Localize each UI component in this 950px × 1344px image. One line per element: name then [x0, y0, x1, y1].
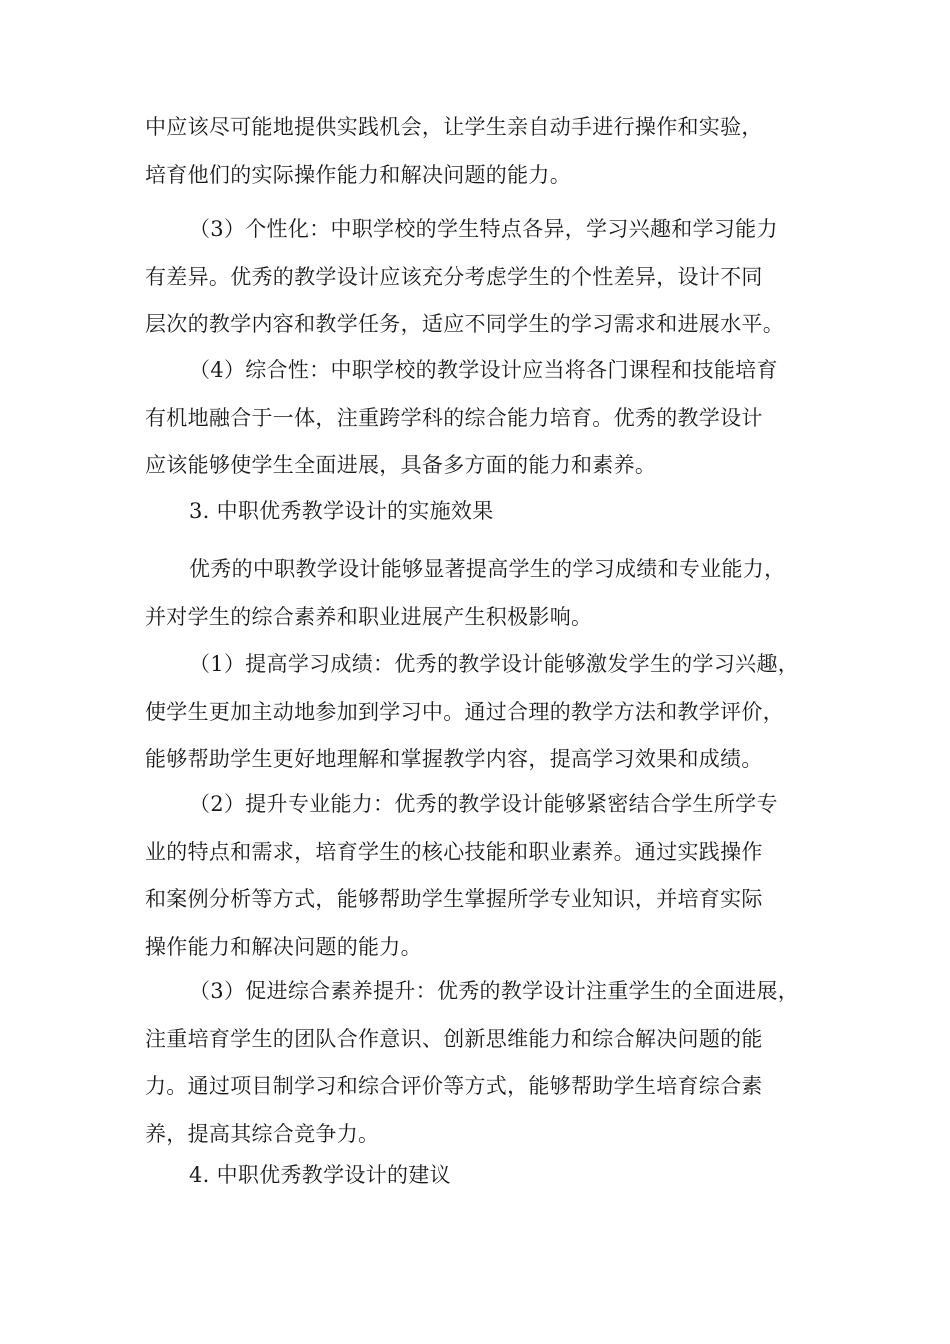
paragraph-professional-ability [145, 781, 805, 971]
text-line: 优秀的中职教学设计能够显著提高学生的学习成绩和专业能力， [189, 557, 786, 581]
text-line: 有差异。优秀的教学设计应该充分考虑学生的个性差异，设计不同 [145, 264, 763, 289]
text-line: 培育他们的实际操作能力和解决问题的能力。 [145, 162, 571, 187]
heading-text: 3. 中职优秀教学设计的实施效果 [189, 499, 494, 523]
text-line: （4）综合性：中职学校的教学设计应当将各门课程和技能培育 [189, 358, 778, 382]
paragraph-practice-continuation [145, 104, 805, 199]
paragraph-personalization [145, 206, 805, 349]
text-line: 力。通过项目制学习和综合评价等方式，能够帮助学生培育综合素 [145, 1074, 763, 1098]
text-line: 操作能力和解决问题的能力。 [145, 934, 422, 959]
text-line: （1）提高学习成绩：优秀的教学设计能够激发学生的学习兴趣， [189, 652, 800, 676]
text-line: 能够帮助学生更好地理解和掌握教学内容，提高学习效果和成绩。 [145, 747, 763, 771]
paragraph-comprehensiveness [145, 347, 805, 490]
text-line: 养，提高其综合竞争力。 [145, 1121, 380, 1146]
text-line: 有机地融合于一体，注重跨学科的综合能力培育。优秀的教学设计 [145, 405, 763, 430]
text-line: 中应该尽可能地提供实践机会，让学生亲自动手进行操作和实验， [145, 115, 763, 139]
text-line: 应该能够使学生全面进展，具备多方面的能力和素养。 [145, 453, 657, 477]
section-heading-3 [145, 488, 805, 536]
text-line: 并对学生的综合素养和职业进展产生积极影响。 [145, 604, 593, 629]
text-line: 使学生更加主动地参加到学习中。通过合理的教学方法和教学评价， [145, 699, 784, 724]
paragraph-comprehensive-quality [145, 968, 805, 1158]
text-line: （3）个性化：中职学校的学生特点各异，学习兴趣和学习能力 [189, 217, 778, 241]
text-line: （2）提升专业能力：优秀的教学设计能够紧密结合学生所学专 [189, 792, 778, 816]
text-line: 和案例分析等方式，能够帮助学生掌握所学专业知识，并培育实际 [145, 887, 763, 911]
text-line: 业的特点和需求，培育学生的核心技能和职业素养。通过实践操作 [145, 839, 763, 864]
paragraph-effects-intro [145, 546, 805, 641]
paragraph-improve-grades [145, 641, 805, 784]
section-heading-4 [145, 1152, 805, 1200]
text-line: 层次的教学内容和教学任务，适应不同学生的学习需求和进展水平。 [145, 312, 784, 336]
text-line: （3）促进综合素养提升：优秀的教学设计注重学生的全面进展， [189, 979, 800, 1003]
heading-text: 4. 中职优秀教学设计的建议 [189, 1163, 451, 1187]
text-line: 注重培育学生的团队合作意识、创新思维能力和综合解决问题的能 [145, 1026, 763, 1051]
